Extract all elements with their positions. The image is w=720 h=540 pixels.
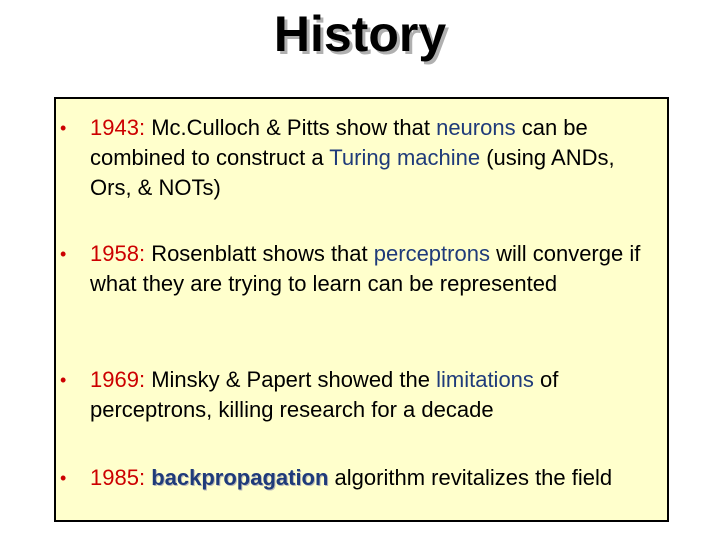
bullet-text-segment: of perceptrons, killing research for a decade xyxy=(90,367,559,422)
bullet-text: 1958: Rosenblatt shows that perceptrons will converge if what they are trying to learn can be represented xyxy=(90,241,641,296)
bullet-item-1985 xyxy=(60,463,660,493)
bullet-text-segment: algorithm revitalizes the field xyxy=(328,465,613,490)
bullet-dot: • xyxy=(60,244,67,264)
bullet-text: 1943: Mc.Culloch & Pitts show that neurons can be combined to construct a Turing machine (using ANDs, Ors, & NOTs) xyxy=(90,115,615,200)
bullet-text-segment: Rosenblatt shows that xyxy=(151,241,374,266)
bullet-text-segment: (using ANDs, Ors, & NOTs) xyxy=(90,145,615,200)
slide-title: History xyxy=(273,6,447,62)
highlight-term: limitations xyxy=(436,367,534,392)
year-label: 1943 xyxy=(90,115,139,140)
bullet-text-segment: Minsky & Papert showed the xyxy=(151,367,437,392)
bullet-text: 1969: Minsky & Papert showed the limitations of perceptrons, killing research for a decade xyxy=(90,367,559,422)
highlight-term: Turing machine xyxy=(329,145,481,170)
year-label: 1969 xyxy=(90,367,139,392)
bullet-text: 1985: backpropagation algorithm revitalizes the field xyxy=(90,465,613,490)
bullet-dot: • xyxy=(60,370,67,390)
bullet-dot: • xyxy=(60,468,67,488)
content-box xyxy=(54,97,669,522)
bullet-item-1958 xyxy=(60,239,660,299)
bullet-item-1969 xyxy=(60,365,660,425)
highlight-term: neurons xyxy=(436,115,516,140)
bullet-text-segment: Mc.Culloch & Pitts show that xyxy=(151,115,437,140)
highlight-term: backpropagation xyxy=(151,465,329,490)
bullet-dot: • xyxy=(60,118,67,138)
year-label: 1985 xyxy=(90,465,139,490)
bullet-text-segment: will converge if what they are trying to learn can be represented xyxy=(90,241,641,296)
bullet-text-segment: can be combined to construct a xyxy=(90,115,588,170)
year-label: 1958 xyxy=(90,241,139,266)
highlight-term: perceptrons xyxy=(373,241,490,266)
bullet-item-1943 xyxy=(60,113,660,203)
